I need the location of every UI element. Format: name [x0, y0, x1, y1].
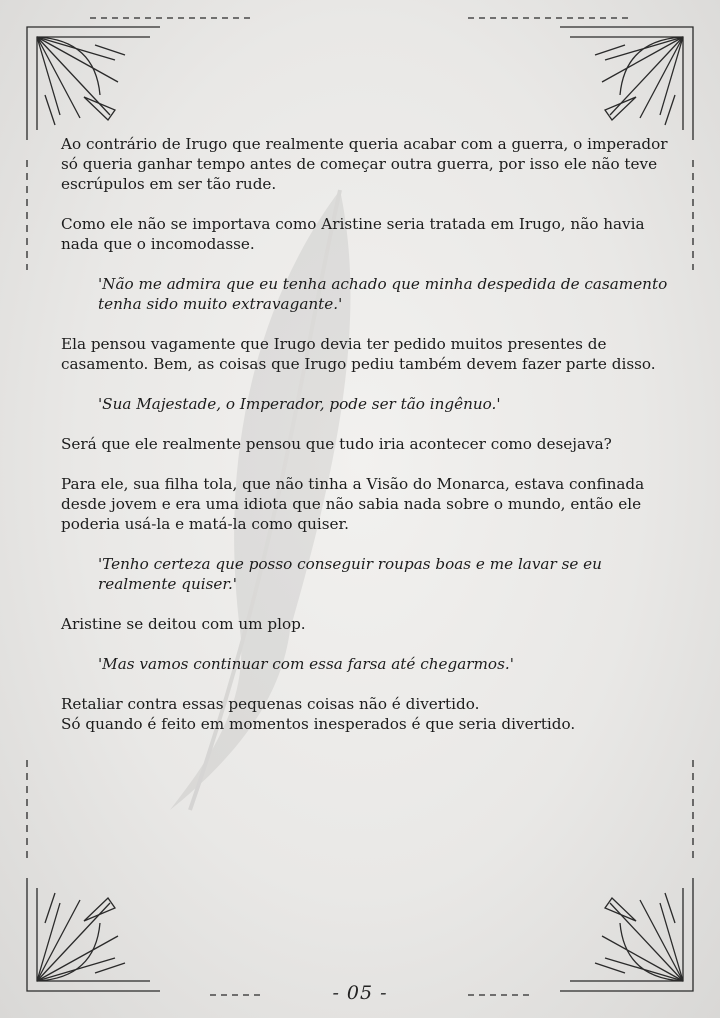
thought-paragraph: 'Tenho certeza que posso conseguir roupas boas e me lavar se eu realmente quiser.'	[98, 555, 602, 593]
paragraph: Como ele não se importava como Aristine seria tratada em Irugo, não havia nada que o incomodasse.	[61, 215, 645, 253]
thought-paragraph: 'Mas vamos continuar com essa farsa até chegarmos.'	[98, 655, 514, 673]
corner-ornament-bottom-right	[560, 878, 693, 991]
corner-ornament-top-left	[27, 27, 160, 140]
page-number: - 05 -	[332, 982, 388, 1004]
paragraph: Será que ele realmente pensou que tudo iria acontecer como desejava?	[61, 435, 612, 453]
paragraph: Só quando é feito em momentos inesperados é que seria divertido.	[61, 715, 576, 733]
thought-paragraph: 'Sua Majestade, o Imperador, pode ser tão ingênuo.'	[98, 395, 501, 413]
corner-ornament-top-right	[560, 27, 693, 140]
paragraph: Retaliar contra essas pequenas coisas não é divertido.	[61, 695, 480, 713]
paragraph: Ao contrário de Irugo que realmente queria acabar com a guerra, o imperador só queria ganhar tempo antes de começar outra guerra, por isso ele não teve escrúpulos em ser tão rude.	[61, 135, 668, 193]
story-text	[61, 134, 671, 754]
paragraph: Ela pensou vagamente que Irugo devia ter pedido muitos presentes de casamento. Bem, as coisas que Irugo pediu também devem fazer parte disso.	[61, 335, 656, 373]
thought-paragraph: 'Não me admira que eu tenha achado que minha despedida de casamento tenha sido muito extravagante.'	[98, 275, 668, 313]
paragraph: Para ele, sua filha tola, que não tinha a Visão do Monarca, estava confinada desde jovem e era uma idiota que não sabia nada sobre o mundo, então ele poderia usá-la e matá-la como quiser.	[61, 475, 645, 533]
paragraph: Aristine se deitou com um plop.	[61, 615, 306, 633]
corner-ornament-bottom-left	[27, 878, 160, 991]
